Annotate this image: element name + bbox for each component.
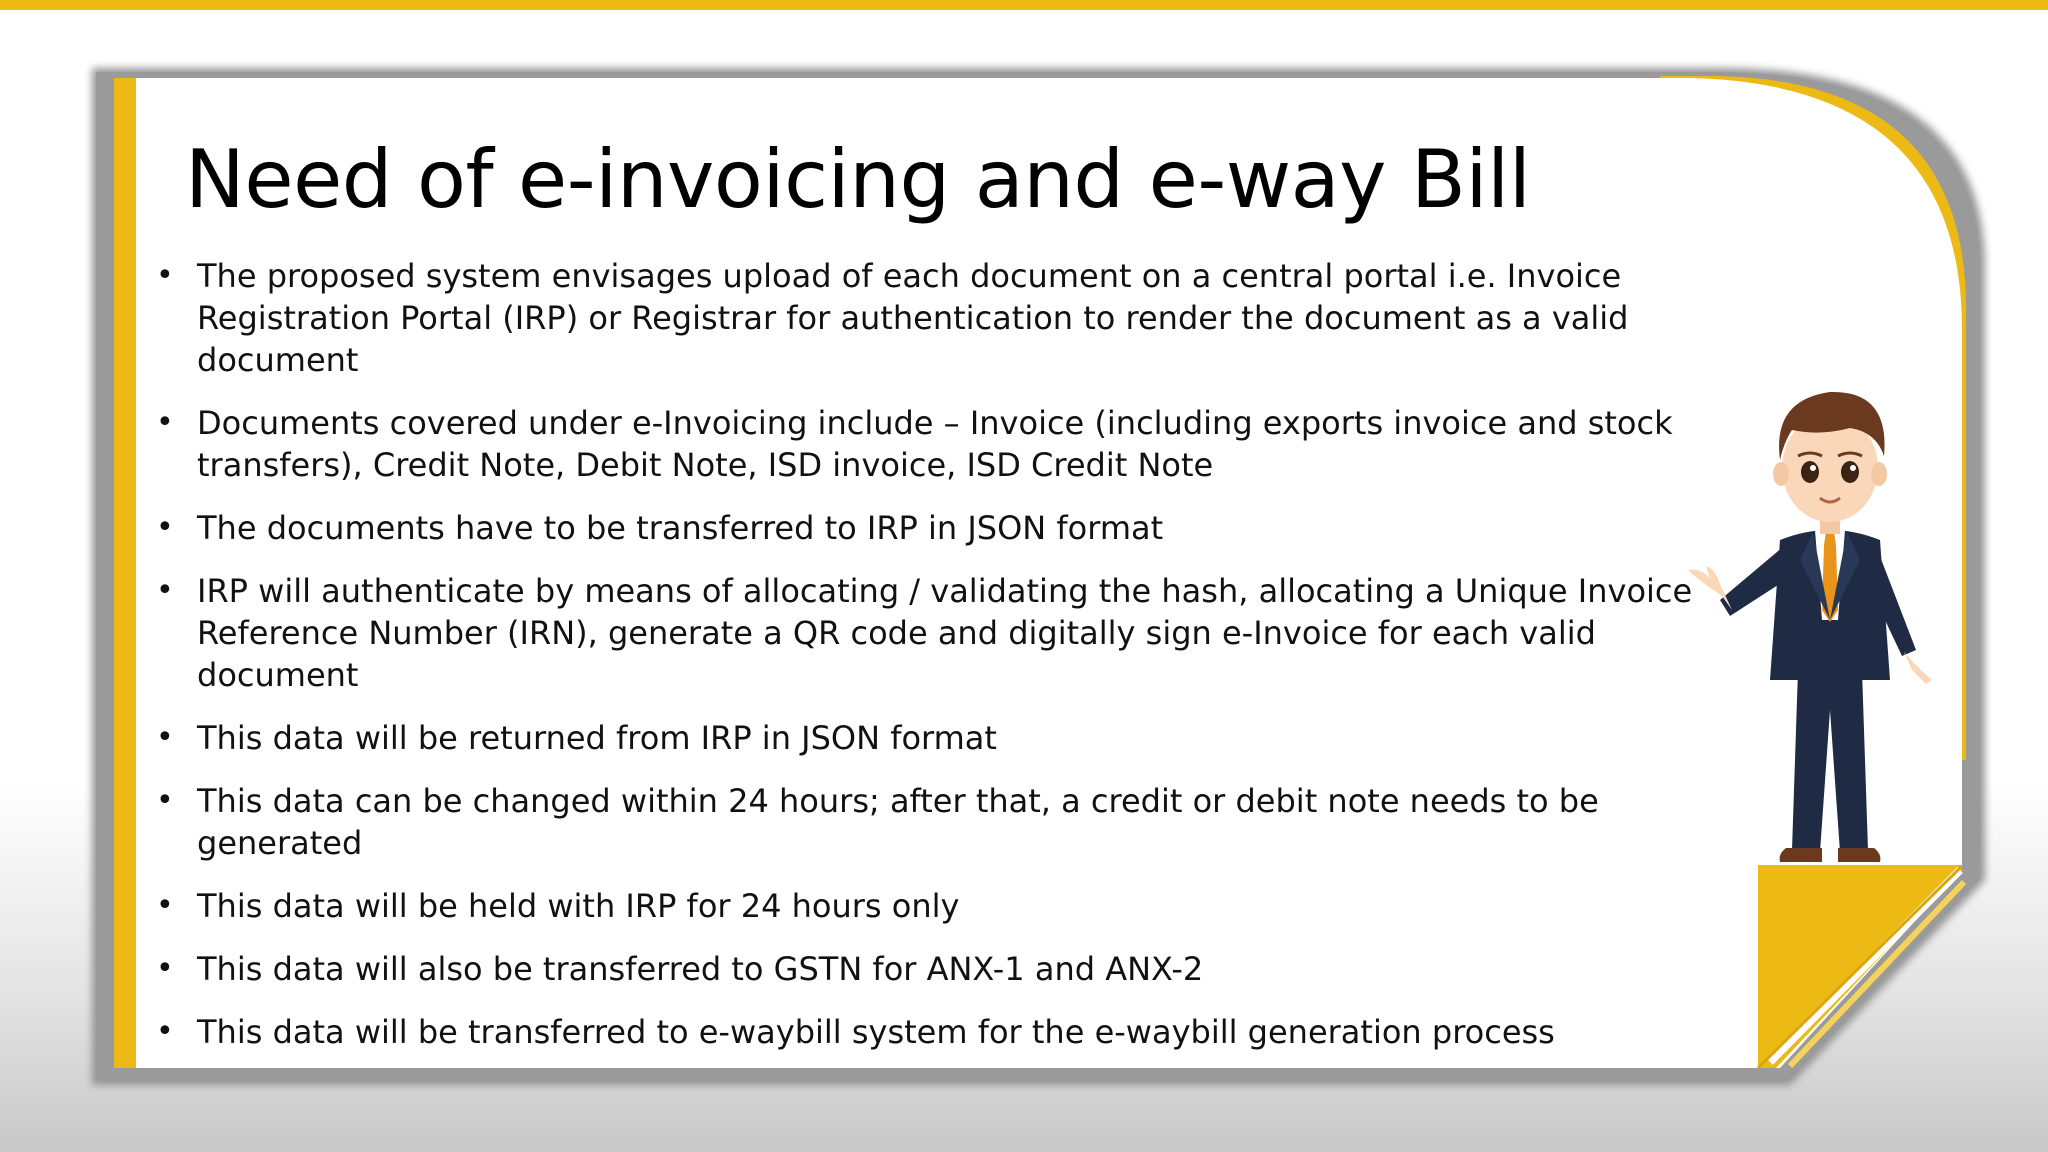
list-item	[150, 717, 1730, 759]
bullet-glyph: •	[156, 888, 174, 923]
bullet-text: This data will also be transferred to GSTN for ANX-1 and ANX-2	[197, 950, 1204, 988]
bullet-text: The documents have to be transferred to IRP in JSON format	[197, 509, 1164, 547]
list-item	[150, 780, 1730, 864]
bullet-glyph: •	[156, 1014, 174, 1049]
bullet-text: This data will be transferred to e-waybill system for the e-waybill generation process	[197, 1013, 1555, 1051]
list-item	[150, 255, 1730, 381]
bullet-glyph: •	[156, 510, 174, 545]
list-item	[150, 570, 1730, 696]
bullet-text: This data will be returned from IRP in JSON format	[197, 719, 997, 757]
bullet-text: This data will be held with IRP for 24 hours only	[197, 887, 960, 925]
list-item	[150, 885, 1730, 927]
bullet-glyph: •	[156, 258, 174, 293]
bullet-text: This data can be changed within 24 hours; after that, a credit or debit note needs to be generated	[197, 782, 1599, 862]
list-item	[150, 507, 1730, 549]
businessman-presenting-icon	[1680, 370, 1970, 870]
bullet-glyph: •	[156, 951, 174, 986]
slide-title: Need of e-invoicing and e-way Bill	[185, 133, 1531, 226]
bullet-text: IRP will authenticate by means of allocating / validating the hash, allocating a Unique Invoice Reference Number (IRN), generate a QR code and digitally sign e-Invoice for each valid document	[197, 572, 1693, 694]
bullet-glyph: •	[156, 405, 174, 440]
list-item	[150, 402, 1730, 486]
bullet-text: The proposed system envisages upload of each document on a central portal i.e. Invoice Registration Portal (IRP) or Registrar for authentication to render the document as a valid document	[197, 257, 1629, 379]
bullet-glyph: •	[156, 720, 174, 755]
list-item	[150, 948, 1730, 990]
bullet-glyph: •	[156, 573, 174, 608]
list-item	[150, 1011, 1730, 1053]
bullet-glyph: •	[156, 783, 174, 818]
bullet-list	[150, 255, 1730, 1074]
bullet-text: Documents covered under e-Invoicing include – Invoice (including exports invoice and stock transfers), Credit Note, Debit Note, ISD invoice, ISD Credit Note	[197, 404, 1673, 484]
